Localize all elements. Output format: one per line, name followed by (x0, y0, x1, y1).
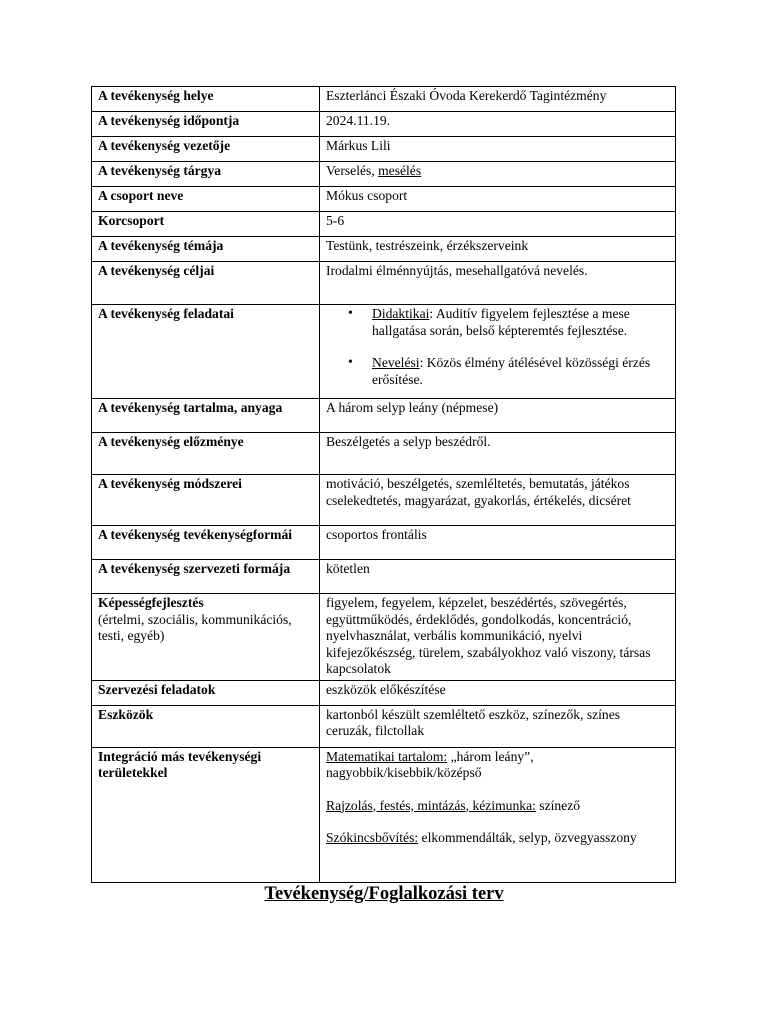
row-value: kartonból készült szemléltető eszköz, színezők, színes ceruzák, filctollak (320, 705, 676, 747)
table-row (92, 187, 676, 212)
row-value (320, 162, 676, 187)
row-value: 2024.11.19. (320, 112, 676, 137)
row-label: Integráció más tevékenységi területekkel (92, 747, 320, 882)
row-label: A tevékenység szervezeti formája (92, 560, 320, 594)
row-value: Márkus Lili (320, 137, 676, 162)
integration-term: Szókincsbővítés: (326, 830, 419, 845)
integration-term: Matematikai tartalom: (326, 748, 448, 764)
task-term: Didaktikai (372, 306, 430, 321)
row-value: Irodalmi élménnyújtás, mesehallgatóvá nevelés. (320, 262, 676, 305)
row-label: A tevékenység tartalma, anyaga (92, 399, 320, 433)
row-value: Eszterlánci Északi Óvoda Kerekerdő Tagintézmény (320, 87, 676, 112)
task-text: : Auditív figyelem fejlesztése a mese hallgatása során, belső képteremtés fejlesztése. (372, 306, 630, 338)
row-label: A tevékenység céljai (92, 262, 320, 305)
integration-paragraph (326, 798, 669, 815)
table-row (92, 705, 676, 747)
row-value: eszközök előkészítése (320, 680, 676, 705)
table-row (92, 262, 676, 305)
row-label: A tevékenység feladatai (92, 305, 320, 399)
row-value: Testünk, testrészeink, érzékszerveink (320, 237, 676, 262)
activity-plan-table (91, 86, 676, 883)
row-label: A tevékenység módszerei (92, 475, 320, 526)
table-row (92, 112, 676, 137)
table-row (92, 433, 676, 475)
table-row (92, 747, 676, 882)
label-main: Képességfejlesztés (98, 595, 204, 610)
row-value (320, 747, 676, 882)
list-item (372, 355, 669, 388)
table-row (92, 212, 676, 237)
row-label: A tevékenység témája (92, 237, 320, 262)
task-term: Nevelési (372, 355, 420, 370)
task-text: : Közös élmény átélésével közösségi érzés erősítése. (372, 355, 651, 387)
table-row (92, 162, 676, 187)
row-value: figyelem, fegyelem, képzelet, beszédértés, szövegértés, együttműködés, érdeklődés, gondolkodás, koncentráció, nyelvhasználat, verbális kommunikáció, nyelvi kifejezőkészség, türelem, szabályokhoz való viszony, társas kapcsolatok (320, 594, 676, 681)
row-value: 5-6 (320, 212, 676, 237)
row-label: A tevékenység tárgya (92, 162, 320, 187)
value-underlined-text: mesélés (378, 163, 422, 178)
row-label: Korcsoport (92, 212, 320, 237)
row-value: motiváció, beszélgetés, szemléltetés, bemutatás, játékos cselekedtetés, magyarázat, gyakorlás, értékelés, dicséret (320, 475, 676, 526)
table-row (92, 560, 676, 594)
row-label: A tevékenység előzménye (92, 433, 320, 475)
table-row (92, 594, 676, 681)
row-label (92, 594, 320, 681)
integration-paragraph (326, 749, 669, 782)
row-label: Szervezési feladatok (92, 680, 320, 705)
integration-text: „három leány”, nagyobbik/kisebbik/középső (326, 748, 534, 780)
row-label: A csoport neve (92, 187, 320, 212)
row-value: kötetlen (320, 560, 676, 594)
row-label: A tevékenység tevékenységformái (92, 526, 320, 560)
table-row (92, 87, 676, 112)
row-label: A tevékenység időpontja (92, 112, 320, 137)
value-text: Verselés, (326, 163, 379, 178)
table-row (92, 526, 676, 560)
row-value: Beszélgetés a selyp beszédről. (320, 433, 676, 475)
row-value: A három selyp leány (népmese) (320, 399, 676, 433)
table-row (92, 237, 676, 262)
table-row (92, 399, 676, 433)
table-row (92, 475, 676, 526)
document-title: Tevékenység/Foglalkozási terv (264, 884, 504, 904)
table-row (92, 137, 676, 162)
row-value (320, 305, 676, 399)
integration-text: színező (535, 797, 581, 813)
task-list (326, 306, 669, 388)
integration-term: Rajzolás, festés, mintázás, kézimunka: (326, 797, 536, 813)
table-row (92, 305, 676, 399)
row-label: Eszközök (92, 705, 320, 747)
table-row (92, 680, 676, 705)
label-sub: (értelmi, szociális, kommunikációs, testi, egyéb) (98, 611, 292, 643)
integration-paragraph (326, 830, 669, 847)
row-value: Mókus csoport (320, 187, 676, 212)
row-label: A tevékenység vezetője (92, 137, 320, 162)
integration-text: elkommendálták, selyp, özvegyasszony (418, 830, 637, 845)
list-item (372, 306, 669, 339)
row-value: csoportos frontális (320, 526, 676, 560)
row-label: A tevékenység helye (92, 87, 320, 112)
